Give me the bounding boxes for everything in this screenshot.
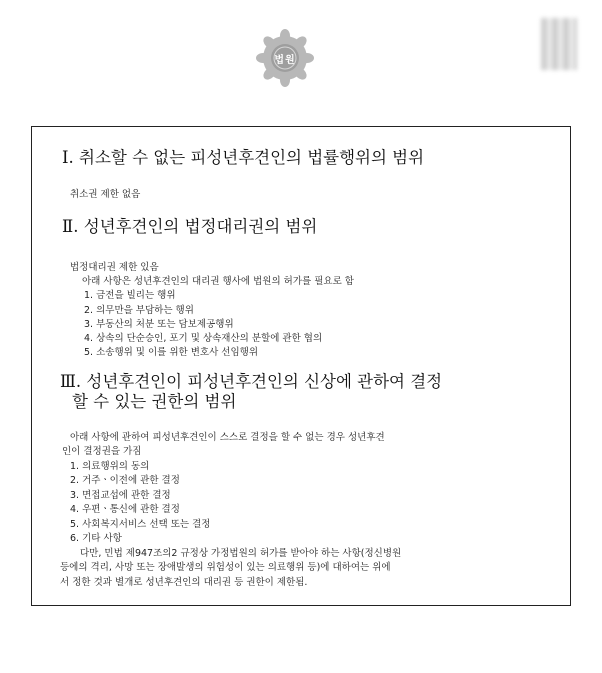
section3-intro-line2: 인이 결정권을 가짐: [62, 446, 142, 457]
section3-item: 1. 의료행위의 동의: [70, 461, 150, 472]
section2-item: 5. 소송행위 및 이를 위한 변호사 선임행위: [84, 347, 259, 358]
section2-item: 4. 상속의 단순승인, 포기 및 상속재산의 분할에 관한 협의: [84, 333, 323, 344]
section3-heading-line2: 할 수 있는 권한의 범위: [72, 392, 237, 411]
emblem-text: 법원: [274, 54, 296, 66]
section3-item: 6. 기타 사항: [70, 533, 122, 544]
section1-body: 취소권 제한 없음: [70, 189, 141, 200]
section3-note-line3: 서 정한 것과 별개로 성년후견인의 대리권 등 권한이 제한됨.: [60, 577, 308, 588]
section3-note-line1: 다만, 민법 제947조의2 규정상 가정법원의 허가를 받아야 하는 사항(정신병원: [80, 548, 402, 559]
section3-note-line2: 등에의 격리, 사망 또는 장애발생의 위험성이 있는 의료행위 등)에 대하여는 위에: [60, 562, 391, 573]
section2-intro2: 아래 사항은 성년후견인의 대리권 행사에 법원의 허가를 필요로 함: [82, 276, 354, 287]
section2-item: 3. 부동산의 처분 또는 담보제공행위: [84, 319, 234, 330]
court-emblem-icon: [255, 28, 315, 88]
qr-code-icon: [541, 18, 577, 70]
section3-item: 5. 사회복지서비스 선택 또는 결정: [70, 519, 211, 530]
section2-heading: Ⅱ. 성년후견인의 법정대리권의 범위: [62, 217, 318, 236]
section3-item: 2. 거주ㆍ이전에 관한 결정: [70, 475, 180, 486]
section2-item: 2. 의무만을 부담하는 행위: [84, 305, 194, 316]
section2-intro1: 법정대리권 제한 있음: [70, 262, 159, 273]
section3-heading-line1: Ⅲ. 성년후견인이 피성년후견인의 신상에 관하여 결정: [60, 372, 443, 391]
section3-item: 4. 우편ㆍ통신에 관한 결정: [70, 504, 180, 515]
section1-heading: Ⅰ. 취소할 수 없는 피성년후견인의 법률행위의 범위: [62, 148, 425, 167]
section2-item: 1. 금전을 빌리는 행위: [84, 290, 176, 301]
section3-intro-line1: 아래 사항에 관하여 피성년후견인이 스스로 결정을 할 수 없는 경우 성년후견: [70, 432, 385, 443]
section3-item: 3. 면접교섭에 관한 결정: [70, 490, 171, 501]
